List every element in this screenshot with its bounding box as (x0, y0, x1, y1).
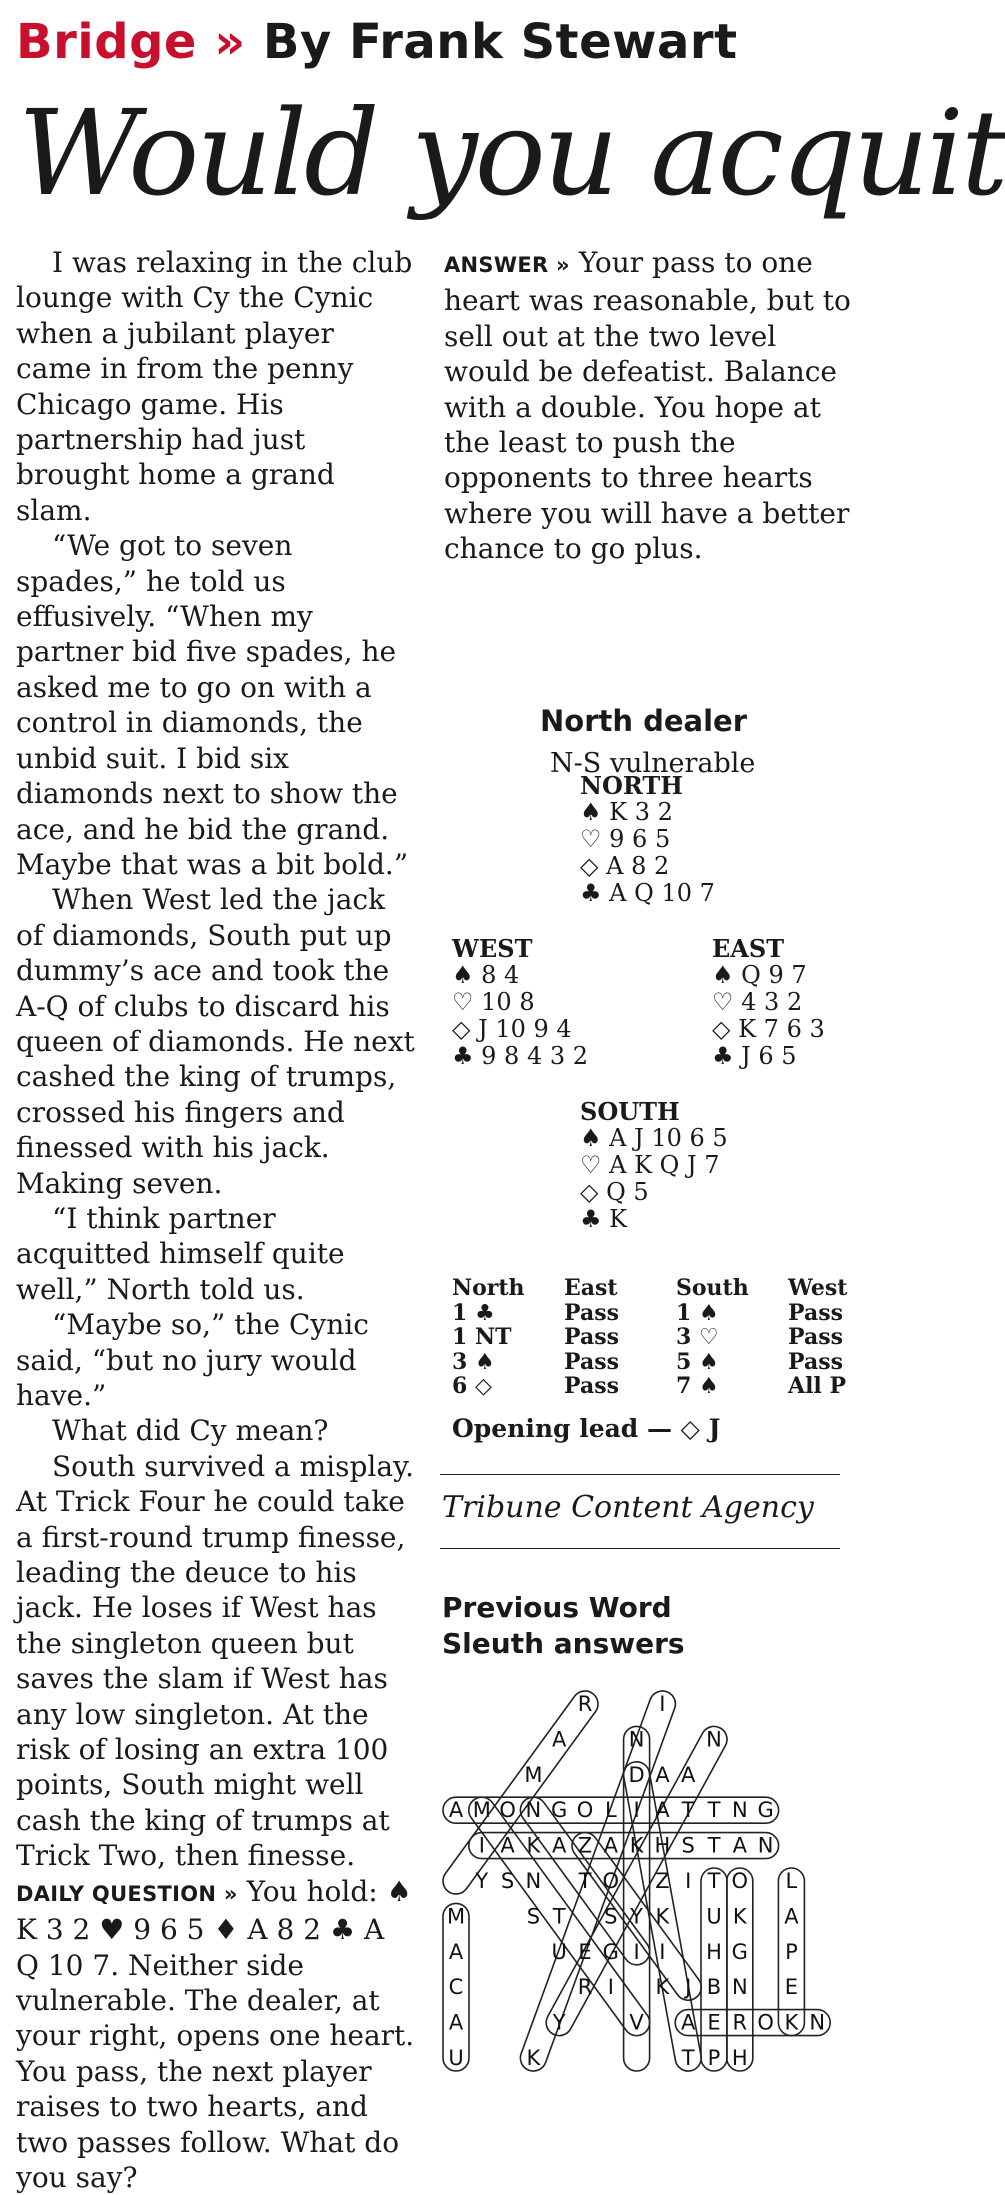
word-sleuth-letter: A (732, 1833, 747, 1858)
daily-question-label: DAILY QUESTION » (16, 1881, 238, 1906)
spade-icon: ♠ (712, 961, 734, 989)
diamond-icon: ◇ (580, 1178, 599, 1206)
holding: A J 10 6 5 (609, 1124, 728, 1152)
word-sleuth-letter: J (685, 1975, 692, 2000)
byline: By Frank Stewart (262, 14, 738, 70)
word-sleuth-letter: G (602, 1939, 619, 1964)
section-title: Bridge » (16, 14, 246, 70)
word-sleuth-letter: S (604, 1904, 618, 1929)
word-sleuth-answer-outline (438, 1686, 603, 1899)
auction-call: 3 ♠ (452, 1348, 495, 1375)
word-sleuth-letter: K (526, 1833, 541, 1858)
spade-icon: ♠ (580, 1124, 602, 1152)
auction-call: Pass (564, 1324, 619, 1350)
diamond-icon: ◇ (452, 1015, 471, 1043)
suit-holding (452, 1016, 588, 1043)
divider (440, 1474, 840, 1475)
auction-call: 1 ♠ (676, 1299, 719, 1326)
word-sleuth-letter: S (681, 1833, 695, 1858)
word-sleuth-letter: I (659, 1939, 666, 1964)
word-sleuth-letter: I (478, 1833, 485, 1858)
word-sleuth-letter: A (500, 1833, 515, 1858)
word-sleuth-letter: N (628, 1727, 645, 1752)
word-sleuth-title-line: Previous Word (442, 1591, 672, 1624)
word-sleuth-title (442, 1590, 685, 1662)
club-icon: ♣ (580, 879, 602, 907)
suit-holding (580, 1206, 728, 1233)
word-sleuth-letter: A (603, 1833, 618, 1858)
holding: 9 8 4 3 2 (481, 1042, 589, 1070)
word-sleuth-letter: T (681, 1798, 695, 1823)
answer-text: Your pass to one heart was reasonable, but to sell out at the two level would be defeatist. Balance with a double. You hope at the least to push the opponents to three hearts where you will have a better chance to go plus. (444, 246, 851, 566)
word-sleuth-letter: B (706, 1975, 722, 2000)
word-sleuth-svg (442, 1686, 862, 2096)
word-sleuth-letter: Z (655, 1869, 670, 1893)
word-sleuth-letter: O (576, 1798, 594, 1823)
word-sleuth-letter: O (499, 1798, 516, 1823)
word-sleuth-letter: D (628, 1762, 645, 1787)
article-paragraph: “I think partner acquitted himself quite well,” North told us. (16, 1201, 345, 1306)
word-sleuth-letter: O (731, 1869, 749, 1893)
holding: 4 3 2 (741, 988, 803, 1016)
suit-holding (712, 962, 825, 989)
holding: 10 8 (481, 988, 535, 1016)
word-sleuth-letter: M (472, 1798, 491, 1823)
word-sleuth-letter: G (757, 1798, 774, 1823)
divider (440, 1548, 840, 1549)
article-column-left (16, 245, 416, 2195)
suit-holding (712, 989, 825, 1016)
article-paragraph: South survived a misplay. At Trick Four he could take a first-round trump finesse, leading the deuce to his jack. He loses if West has the singleton queen but saves the slam if West has any low singleton. At the risk of losing an extra 100 points, South might well cash the king of trumps at Trick Two, then finesse. (16, 1449, 415, 1873)
article-paragraph: I was relaxing in the club lounge with Cy the Cynic when a jubilant player came in from the penny Chicago game. His partnership had just brought home a grand slam. (16, 246, 413, 527)
heart-icon: ♡ (580, 1151, 602, 1179)
holding: Q 5 (606, 1178, 649, 1206)
word-sleuth-letter: P (707, 2046, 721, 2070)
hand-west (452, 935, 588, 1070)
hand-name: EAST (712, 934, 785, 963)
auction-header: North (452, 1275, 525, 1301)
word-sleuth-letter: N (525, 1869, 542, 1893)
word-sleuth-title-line: Sleuth answers (442, 1627, 685, 1660)
word-sleuth-letter: O (757, 2010, 774, 2035)
word-sleuth-letter: K (629, 1833, 644, 1858)
word-sleuth-letter: T (552, 1904, 566, 1929)
word-sleuth-letter: I (685, 1869, 692, 1893)
daily-question (16, 1874, 416, 2195)
word-sleuth-letter: A (784, 1904, 799, 1929)
club-icon: ♣ (580, 1205, 602, 1233)
word-sleuth-letter: I (633, 1939, 640, 1964)
hand-name: SOUTH (580, 1097, 680, 1126)
word-sleuth-letter: I (659, 1692, 666, 1716)
auction-header: South (676, 1275, 749, 1301)
suit-holding (452, 962, 588, 989)
holding: A 8 2 (606, 852, 670, 880)
word-sleuth-letter: K (655, 1904, 670, 1929)
suit-holding (580, 1179, 728, 1206)
word-sleuth-letter: U (448, 2046, 464, 2070)
word-sleuth-letter: A (552, 1833, 567, 1858)
column-header (16, 14, 738, 70)
word-sleuth-letter: T (578, 1869, 592, 1893)
holding: K 7 6 3 (738, 1015, 825, 1043)
agency-credit: Tribune Content Agency (442, 1490, 814, 1525)
auction-call: 1 NT (452, 1324, 512, 1350)
word-sleuth-letter: A (655, 1798, 670, 1823)
holding: K 3 2 (609, 798, 673, 826)
word-sleuth-letter: P (785, 1939, 798, 1964)
word-sleuth-letter: R (577, 1692, 593, 1716)
suit-holding (580, 880, 715, 907)
answer (444, 245, 864, 567)
auction-call: Pass (788, 1324, 843, 1350)
dealer-title: North dealer (540, 704, 748, 738)
diamond-icon: ◇ (712, 1015, 731, 1043)
auction-call: 3 ♡ (676, 1324, 719, 1350)
word-sleuth-letter: N (731, 1798, 748, 1823)
hand-north (580, 772, 715, 907)
heart-icon: ♡ (452, 988, 474, 1016)
article-column-right (444, 245, 864, 567)
word-sleuth-letter: K (784, 2010, 799, 2035)
word-sleuth-letter: N (731, 1975, 748, 2000)
diamond-icon: ◇ (580, 852, 599, 880)
word-sleuth-letter: Y (630, 1904, 644, 1929)
spade-icon: ♠ (452, 961, 474, 989)
word-sleuth-letter: L (785, 1869, 798, 1893)
suit-holding (452, 989, 588, 1016)
word-sleuth-letter: Y (552, 2010, 566, 2035)
word-sleuth-letter: N (757, 1833, 774, 1858)
holding: J 10 9 4 (478, 1015, 572, 1043)
club-icon: ♣ (452, 1042, 474, 1070)
word-sleuth-letter: H (654, 1833, 671, 1858)
suit-holding (452, 1043, 588, 1070)
word-sleuth-letter: U (551, 1939, 567, 1964)
word-sleuth-letter: A (655, 1762, 670, 1787)
word-sleuth-letter: S (526, 1904, 541, 1929)
word-sleuth-letter: A (448, 2010, 464, 2035)
word-sleuth-letter: Y (475, 1869, 489, 1893)
suit-holding (580, 826, 715, 853)
word-sleuth-letter: M (524, 1762, 543, 1787)
word-sleuth-letter: V (629, 2010, 644, 2035)
word-sleuth-letter: N (809, 2010, 826, 2035)
auction-header-row (452, 1276, 900, 1301)
headline: Would you acquit (18, 84, 1005, 222)
auction-row (452, 1301, 900, 1326)
word-sleuth-letter: E (707, 2010, 721, 2035)
auction-call: 5 ♠ (676, 1348, 719, 1375)
article-paragraph: “We got to seven spades,” he told us effusively. “When my partner bid five spades, he asked me to go on with a control in diamonds, the unbid suit. I bid six diamonds next to show the ace, and he bid the grand. Maybe that was a bit bold.” (16, 529, 409, 881)
word-sleuth-letter: H (706, 1939, 722, 1964)
holding: A Q 10 7 (609, 879, 715, 907)
daily-question-text: You hold: ♠ K 3 2 ♥ 9 6 5 ♦ A 8 2 ♣ A Q 10 7. Neither side vulnerable. The dealer, at your right, opens one heart. You pass, the next player raises to two hearts, and two passes follow. What do you say? (16, 1874, 415, 2194)
word-sleuth-letter: E (578, 1939, 592, 1964)
heart-icon: ♡ (712, 988, 734, 1016)
word-sleuth-letter: R (577, 1975, 593, 2000)
word-sleuth-letter: N (706, 1727, 722, 1752)
suit-holding (580, 1152, 728, 1179)
auction-header: East (564, 1275, 618, 1301)
word-sleuth-grid (442, 1686, 862, 2096)
answer-label: ANSWER » (444, 253, 570, 277)
word-sleuth-letter: T (707, 1833, 721, 1858)
word-sleuth-letter: Z (577, 1833, 593, 1858)
auction-call: Pass (564, 1348, 619, 1375)
club-icon: ♣ (712, 1042, 734, 1070)
word-sleuth-letter: K (732, 1904, 747, 1929)
hand-name: NORTH (580, 771, 683, 800)
word-sleuth-letter: A (681, 1762, 696, 1787)
holding: J 6 5 (741, 1042, 797, 1070)
article-paragraph: When West led the jack of diamonds, South put up dummy’s ace and took the A-Q of clubs to discard his queen of diamonds. He next cashed the king of trumps, crossed his fingers and finessed with his jack. Making seven. (16, 883, 415, 1200)
auction-table (452, 1276, 900, 1399)
heart-icon: ♡ (580, 825, 602, 853)
word-sleuth-letter: I (633, 1798, 640, 1823)
suit-holding (580, 1125, 728, 1152)
word-sleuth-letter: A (448, 1798, 464, 1823)
holding: A K Q J 7 (609, 1151, 720, 1179)
auction-call: Pass (788, 1348, 843, 1375)
auction-row (452, 1350, 900, 1375)
word-sleuth-letter: T (707, 1798, 721, 1823)
auction-call: 6 ◇ (452, 1373, 492, 1399)
word-sleuth-letter: T (707, 1869, 721, 1893)
hand-south (580, 1098, 728, 1233)
word-sleuth-letter: A (681, 2010, 696, 2035)
word-sleuth-letter: K (655, 1975, 670, 2000)
auction-row (452, 1325, 900, 1350)
suit-holding (712, 1016, 825, 1043)
word-sleuth-letter: N (525, 1798, 542, 1823)
word-sleuth-letter: A (448, 1939, 464, 1964)
word-sleuth-letter: G (551, 1798, 568, 1823)
vulnerability: N-S vulnerable (550, 748, 756, 779)
word-sleuth-letter: K (526, 2046, 541, 2070)
auction-call: All P (788, 1373, 846, 1399)
word-sleuth-letter: R (732, 2010, 748, 2035)
auction-call: 7 ♠ (676, 1373, 719, 1399)
spade-icon: ♠ (580, 798, 602, 826)
holding: Q 9 7 (741, 961, 807, 989)
auction-call: Pass (564, 1373, 619, 1399)
word-sleuth-letter: M (446, 1904, 466, 1929)
holding: K (609, 1205, 628, 1233)
word-sleuth-letter: G (731, 1939, 748, 1964)
word-sleuth-letter: I (607, 1975, 614, 2000)
holding: 8 4 (481, 961, 520, 989)
hand-name: WEST (452, 934, 533, 963)
suit-holding (712, 1043, 825, 1070)
suit-holding (580, 853, 715, 880)
auction-call: Pass (788, 1299, 843, 1326)
word-sleuth-letter: T (681, 2046, 695, 2070)
auction-call: Pass (564, 1299, 619, 1326)
auction-row (452, 1374, 900, 1399)
word-sleuth-letter: U (706, 1904, 722, 1929)
word-sleuth-letter: H (731, 2046, 748, 2070)
auction-header: West (788, 1275, 848, 1301)
word-sleuth-letter: O (602, 1869, 620, 1893)
hand-east (712, 935, 825, 1070)
opening-lead: Opening lead — ◇ J (452, 1414, 721, 1443)
word-sleuth-letter: C (448, 1975, 464, 2000)
word-sleuth-answer-outline (727, 1868, 753, 2071)
article-paragraph: “Maybe so,” the Cynic said, “but no jury would have.” (16, 1308, 369, 1412)
word-sleuth-letter: S (500, 1869, 515, 1893)
word-sleuth-answer-outline (701, 1868, 727, 2071)
auction-call: 1 ♣ (452, 1299, 495, 1326)
holding: 9 6 5 (609, 825, 671, 853)
word-sleuth-letter: A (552, 1727, 567, 1752)
article-paragraph: What did Cy mean? (52, 1414, 329, 1448)
suit-holding (580, 799, 715, 826)
word-sleuth-letter: E (784, 1975, 799, 2000)
word-sleuth-letter: L (604, 1798, 617, 1823)
